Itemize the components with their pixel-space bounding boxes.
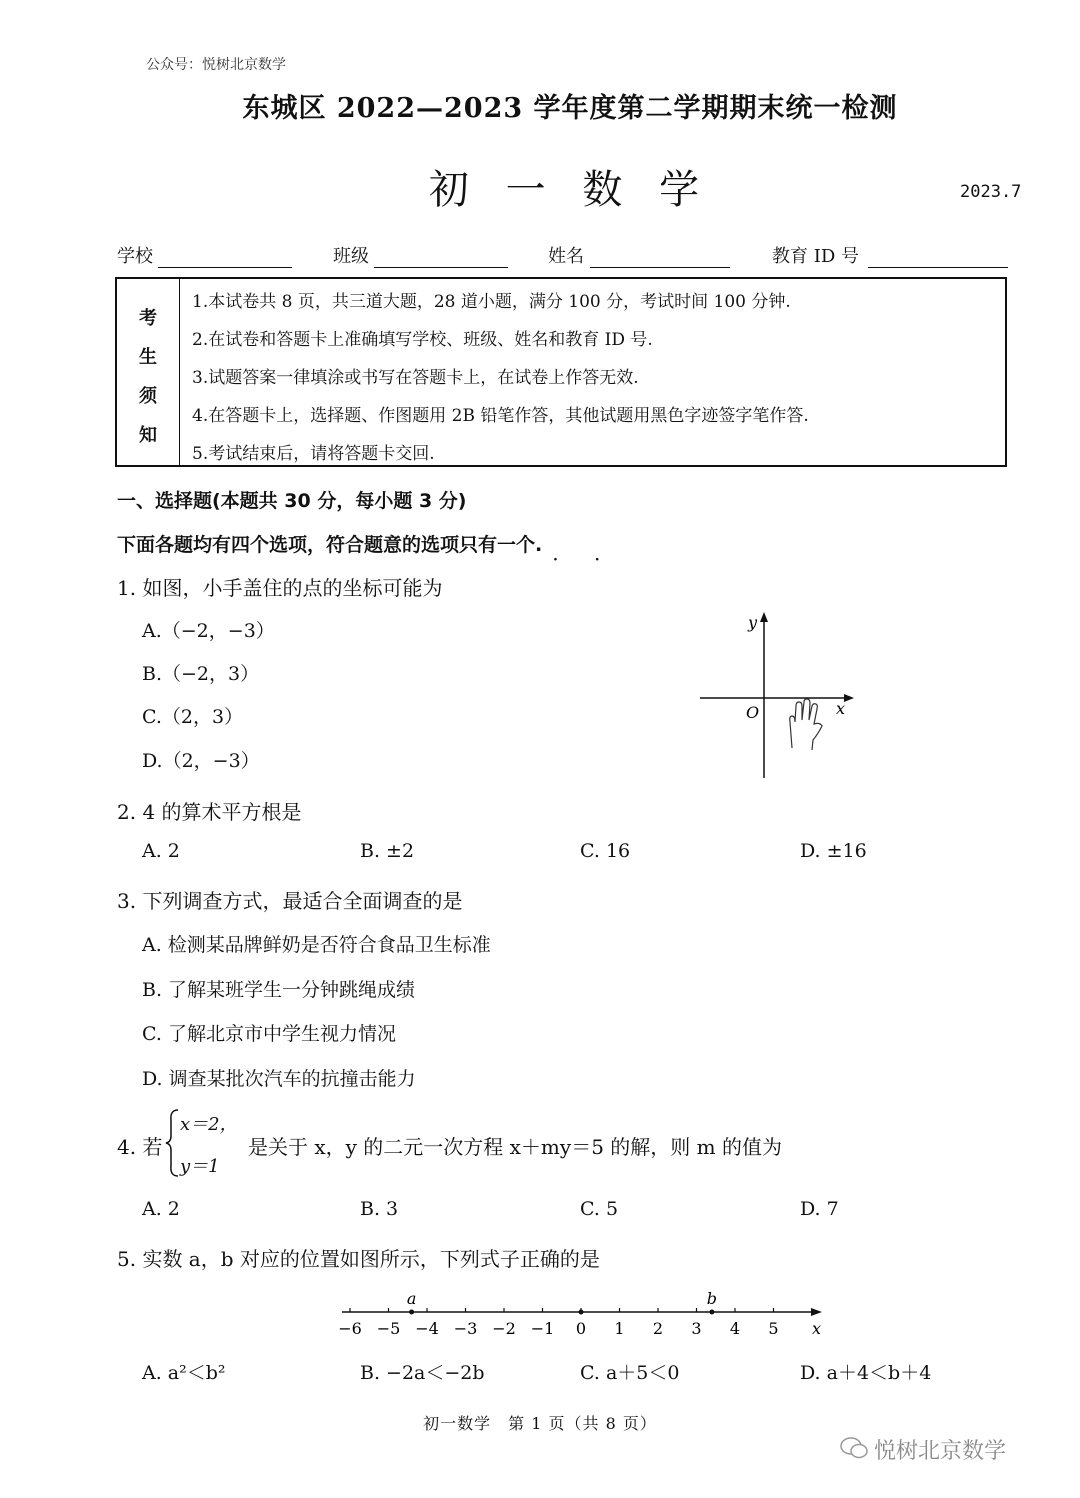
- q3-option-a: A. 检测某品牌鲜奶是否符合食品卫生标准: [142, 934, 491, 956]
- tick-label: −1: [530, 1319, 555, 1338]
- q4-option-a: A. 2: [142, 1198, 180, 1220]
- tick-label: 1: [614, 1319, 625, 1338]
- notice-divider: [179, 279, 180, 465]
- q1-option-b: B.（−2，3）: [142, 663, 260, 685]
- q5-x-label: x: [812, 1319, 822, 1338]
- q4-equation-1: x＝2，: [180, 1114, 238, 1135]
- q5-option-a: A. a²＜b²: [142, 1362, 226, 1384]
- id-label: 教育 ID 号: [772, 246, 859, 267]
- q3-option-d: D. 调查某批次汽车的抗撞击能力: [142, 1068, 416, 1090]
- question-2-stem: 2. 4 的算术平方根是: [117, 800, 302, 824]
- notice-label: [117, 299, 179, 455]
- page-footer: 初一数学 第 1 页（共 8 页）: [423, 1414, 657, 1433]
- section-instruction: 下面各题均有四个选项，符合题意的选项只有一个.: [117, 534, 543, 556]
- question-3-stem: 3. 下列调查方式，最适合全面调查的是: [117, 889, 463, 913]
- q5-number-line: [330, 1282, 830, 1342]
- tick-label: 5: [768, 1319, 779, 1338]
- question-1-stem: 1. 如图，小手盖住的点的坐标可能为: [117, 576, 443, 600]
- school-field[interactable]: [158, 267, 292, 268]
- q4-equation-2: y＝1: [180, 1156, 220, 1177]
- tick-label: 2: [652, 1319, 664, 1338]
- point-origin: [579, 1310, 584, 1315]
- q4-option-c: C. 5: [580, 1198, 619, 1220]
- hand-icon: [790, 699, 822, 750]
- q2-option-b: B. ±2: [360, 840, 415, 862]
- tick-label: −5: [376, 1319, 401, 1338]
- class-field[interactable]: [374, 267, 508, 268]
- tick-label: −4: [415, 1319, 439, 1338]
- q1-option-a: A.（−2，−3）: [142, 620, 275, 642]
- name-field[interactable]: [590, 267, 730, 268]
- question-4-prefix: 4. 若: [117, 1135, 163, 1159]
- point-label-b: b: [706, 1289, 718, 1308]
- q1-option-c: C.（2，3）: [142, 706, 244, 728]
- point-label-a: a: [406, 1289, 417, 1308]
- class-label: 班级: [333, 246, 369, 267]
- tick-label: −6: [338, 1319, 362, 1338]
- notice-item: 1.本试卷共 8 页，共三道大题，28 道小题，满分 100 分，考试时间 100 分钟.: [192, 292, 791, 312]
- notice-item: 2.在试卷和答题卡上准确填写学校、班级、姓名和教育 ID 号.: [192, 330, 653, 350]
- wechat-icon: [840, 1436, 868, 1460]
- notice-item: 5.考试结束后，请将答题卡交回.: [192, 444, 435, 464]
- name-label: 姓名: [548, 246, 584, 267]
- q2-option-c: C. 16: [580, 840, 631, 862]
- q1-y-label: y: [748, 613, 758, 632]
- point-b: [709, 1310, 714, 1315]
- notice-item: 3.试题答案一律填涂或书写在答题卡上，在试卷上作答无效.: [192, 368, 639, 388]
- q3-option-b: B. 了解某班学生一分钟跳绳成绩: [142, 979, 416, 1001]
- exam-title: 东城区 2022—2023 学年度第二学期期末统一检测: [242, 93, 898, 124]
- q1-x-label: x: [836, 699, 846, 718]
- q1-option-d: D.（2，−3）: [142, 750, 260, 772]
- q4-option-b: B. 3: [360, 1198, 399, 1220]
- source-label: 公众号：悦树北京数学: [146, 57, 286, 73]
- q2-option-d: D. ±16: [800, 840, 867, 862]
- q1-origin-label: O: [746, 703, 760, 722]
- q5-option-b: B. −2a＜−2b: [360, 1362, 485, 1384]
- q3-option-c: C. 了解北京市中学生视力情况: [142, 1023, 396, 1045]
- subject-title: 初 一 数 学: [428, 167, 712, 213]
- tick-label: −2: [492, 1319, 516, 1338]
- exam-date: 2023.7: [960, 182, 1022, 202]
- section-title: 一、选择题(本题共 30 分，每小题 3 分): [117, 490, 467, 512]
- notice-char: 生: [139, 347, 157, 368]
- notice-box: [115, 277, 1007, 467]
- school-label: 学校: [117, 246, 153, 267]
- notice-char: 须: [139, 386, 157, 407]
- q4-brace: [164, 1108, 180, 1178]
- tick-label: 3: [691, 1319, 702, 1338]
- emphasis-dots: · ·: [553, 552, 616, 568]
- notice-char: 知: [139, 425, 157, 446]
- question-5-stem: 5. 实数 a，b 对应的位置如图所示，下列式子正确的是: [117, 1247, 600, 1271]
- tick-label: 4: [729, 1319, 741, 1338]
- q2-option-a: A. 2: [142, 840, 180, 862]
- tick-label: 0: [575, 1319, 587, 1338]
- q5-option-d: D. a＋4＜b＋4: [800, 1362, 932, 1384]
- notice-char: 考: [139, 308, 157, 329]
- point-a: [409, 1310, 414, 1315]
- id-field[interactable]: [868, 267, 1008, 268]
- watermark-text: 悦树北京数学: [874, 1439, 1007, 1464]
- tick-label: −3: [453, 1319, 478, 1338]
- q4-option-d: D. 7: [800, 1198, 839, 1220]
- q1-coordinate-figure: [696, 610, 860, 782]
- q5-option-c: C. a＋5＜0: [580, 1362, 680, 1384]
- notice-item: 4.在答题卡上，选择题、作图题用 2B 铅笔作答，其他试题用黑色字迹签字笔作答.: [192, 406, 809, 426]
- question-4-stem: 是关于 x，y 的二元一次方程 x＋my＝5 的解，则 m 的值为: [248, 1135, 782, 1159]
